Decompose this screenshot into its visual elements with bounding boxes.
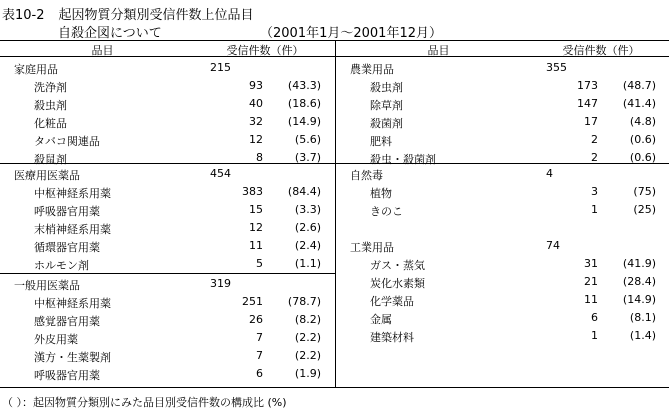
category-total: 4 xyxy=(546,167,553,180)
header-item: 品目 xyxy=(91,44,114,57)
item-percent: (28.4) xyxy=(622,275,656,288)
category-name: 医療用医薬品 xyxy=(14,169,80,182)
item-row xyxy=(336,311,669,328)
item-count: 15 xyxy=(249,203,263,216)
item-row xyxy=(0,295,335,312)
item-name: 循環器官用薬 xyxy=(34,241,100,254)
section-divider xyxy=(0,163,335,164)
item-name: 呼吸器官用薬 xyxy=(34,369,100,382)
item-percent: (2.6) xyxy=(294,221,321,234)
item-percent: (14.9) xyxy=(287,115,321,128)
item-percent: (41.9) xyxy=(622,257,656,270)
item-count: 173 xyxy=(577,79,598,92)
item-name: 金属 xyxy=(370,313,392,326)
item-count: 147 xyxy=(577,97,598,110)
item-percent: (1.1) xyxy=(294,257,321,270)
footnote: （ ）：起因物質分類別にみた品目別受信件数の構成比 (%) xyxy=(2,396,287,409)
item-percent: (1.4) xyxy=(629,329,656,342)
item-count: 2 xyxy=(591,133,598,146)
item-percent: (43.3) xyxy=(287,79,321,92)
item-count: 1 xyxy=(591,203,598,216)
section-divider xyxy=(0,273,335,274)
item-row xyxy=(0,313,335,330)
category-name: 農業用品 xyxy=(350,63,394,76)
item-percent: (14.9) xyxy=(622,293,656,306)
item-percent: (1.9) xyxy=(294,367,321,380)
item-name: 殺虫剤 xyxy=(34,99,67,112)
header-count: 受信件数（件） xyxy=(562,44,640,57)
item-count: 7 xyxy=(256,331,263,344)
item-name: 建築材料 xyxy=(370,331,414,344)
item-row xyxy=(336,257,669,274)
item-count: 5 xyxy=(256,257,263,270)
item-row xyxy=(0,151,335,168)
item-name: 炭化水素類 xyxy=(370,277,425,290)
category-name: 一般用医薬品 xyxy=(14,279,80,292)
item-name: 化粧品 xyxy=(34,117,67,130)
category-row xyxy=(336,167,669,184)
item-row xyxy=(0,79,335,96)
item-name: きのこ xyxy=(370,205,403,218)
item-row xyxy=(336,275,669,292)
item-name: 外皮用薬 xyxy=(34,333,78,346)
section-divider xyxy=(336,163,669,164)
item-name: 感覚器官用薬 xyxy=(34,315,100,328)
item-percent: (8.1) xyxy=(629,311,656,324)
item-name: 殺虫・殺菌剤 xyxy=(370,153,436,166)
category-name: 工業用品 xyxy=(350,241,394,254)
right-header xyxy=(336,41,669,57)
item-percent: (3.7) xyxy=(294,151,321,164)
item-name: 呼吸器官用薬 xyxy=(34,205,100,218)
item-count: 12 xyxy=(249,133,263,146)
item-name: 中枢神経系用薬 xyxy=(34,187,111,200)
item-row xyxy=(336,115,669,132)
item-name: ホルモン剤 xyxy=(34,259,89,272)
item-count: 32 xyxy=(249,115,263,128)
item-percent: (2.4) xyxy=(294,239,321,252)
item-percent: (2.2) xyxy=(294,331,321,344)
item-row xyxy=(0,349,335,366)
item-count: 40 xyxy=(249,97,263,110)
item-percent: (2.2) xyxy=(294,349,321,362)
item-count: 1 xyxy=(591,329,598,342)
item-row xyxy=(0,115,335,132)
table-period: （2001年1月～2001年12月） xyxy=(260,26,442,41)
item-name: 殺虫剤 xyxy=(370,81,403,94)
item-percent: (0.6) xyxy=(629,151,656,164)
item-name: 殺菌剤 xyxy=(370,117,403,130)
category-row xyxy=(0,61,335,78)
right-column xyxy=(335,41,669,387)
item-percent: (41.4) xyxy=(622,97,656,110)
left-column xyxy=(0,41,335,387)
item-row xyxy=(0,185,335,202)
item-count: 8 xyxy=(256,151,263,164)
item-row xyxy=(336,97,669,114)
category-row xyxy=(336,61,669,78)
item-name: 化学薬品 xyxy=(370,295,414,308)
item-count: 6 xyxy=(256,367,263,380)
category-total: 215 xyxy=(210,61,231,74)
item-row xyxy=(0,133,335,150)
item-percent: (4.8) xyxy=(629,115,656,128)
item-count: 12 xyxy=(249,221,263,234)
category-total: 454 xyxy=(210,167,231,180)
item-count: 7 xyxy=(256,349,263,362)
item-row xyxy=(336,329,669,346)
header-count: 受信件数（件） xyxy=(226,44,304,57)
item-percent: (0.6) xyxy=(629,133,656,146)
category-row xyxy=(0,167,335,184)
item-name: タバコ関連品 xyxy=(34,135,100,148)
item-row xyxy=(0,367,335,384)
category-total: 319 xyxy=(210,277,231,290)
item-percent: (75) xyxy=(633,185,656,198)
item-percent: (3.3) xyxy=(294,203,321,216)
category-total: 74 xyxy=(546,239,560,252)
item-count: 383 xyxy=(242,185,263,198)
table-title xyxy=(2,4,254,23)
item-percent: (78.7) xyxy=(287,295,321,308)
data-table xyxy=(0,40,669,388)
item-percent: (48.7) xyxy=(622,79,656,92)
category-total: 355 xyxy=(546,61,567,74)
category-name: 自然毒 xyxy=(350,169,383,182)
item-count: 17 xyxy=(584,115,598,128)
item-row xyxy=(0,203,335,220)
item-count: 11 xyxy=(249,239,263,252)
item-row xyxy=(0,221,335,238)
item-row xyxy=(336,79,669,96)
item-row xyxy=(0,257,335,274)
item-count: 26 xyxy=(249,313,263,326)
item-name: ガス・蒸気 xyxy=(370,259,425,272)
item-count: 11 xyxy=(584,293,598,306)
category-row xyxy=(0,277,335,294)
item-count: 3 xyxy=(591,185,598,198)
item-count: 31 xyxy=(584,257,598,270)
item-count: 251 xyxy=(242,295,263,308)
table-subtitle: 自殺企図について xyxy=(58,26,162,41)
left-header xyxy=(0,41,335,57)
item-percent: (84.4) xyxy=(287,185,321,198)
item-name: 中枢神経系用薬 xyxy=(34,297,111,310)
item-percent: (5.6) xyxy=(294,133,321,146)
category-row xyxy=(336,239,669,256)
item-name: 漢方・生薬製剤 xyxy=(34,351,111,364)
category-name: 家庭用品 xyxy=(14,63,58,76)
item-name: 洗浄剤 xyxy=(34,81,67,94)
item-count: 93 xyxy=(249,79,263,92)
item-percent: (25) xyxy=(633,203,656,216)
item-percent: (18.6) xyxy=(287,97,321,110)
item-count: 21 xyxy=(584,275,598,288)
header-item: 品目 xyxy=(427,44,450,57)
item-row xyxy=(336,293,669,310)
item-row xyxy=(336,151,669,168)
item-name: 除草剤 xyxy=(370,99,403,112)
item-name: 末梢神経系用薬 xyxy=(34,223,111,236)
item-count: 6 xyxy=(591,311,598,324)
item-row xyxy=(0,239,335,256)
table-number: 表10-2 xyxy=(2,8,45,23)
item-name: 肥料 xyxy=(370,135,392,148)
item-row xyxy=(336,133,669,150)
item-name: 植物 xyxy=(370,187,392,200)
item-count: 2 xyxy=(591,151,598,164)
item-row xyxy=(336,203,669,220)
item-row xyxy=(336,185,669,202)
item-row xyxy=(0,331,335,348)
item-name: 殺鼠剤 xyxy=(34,153,67,166)
table-title-text: 起因物質分類別受信件数上位品目 xyxy=(58,8,254,23)
item-percent: (8.2) xyxy=(294,313,321,326)
item-row xyxy=(0,97,335,114)
